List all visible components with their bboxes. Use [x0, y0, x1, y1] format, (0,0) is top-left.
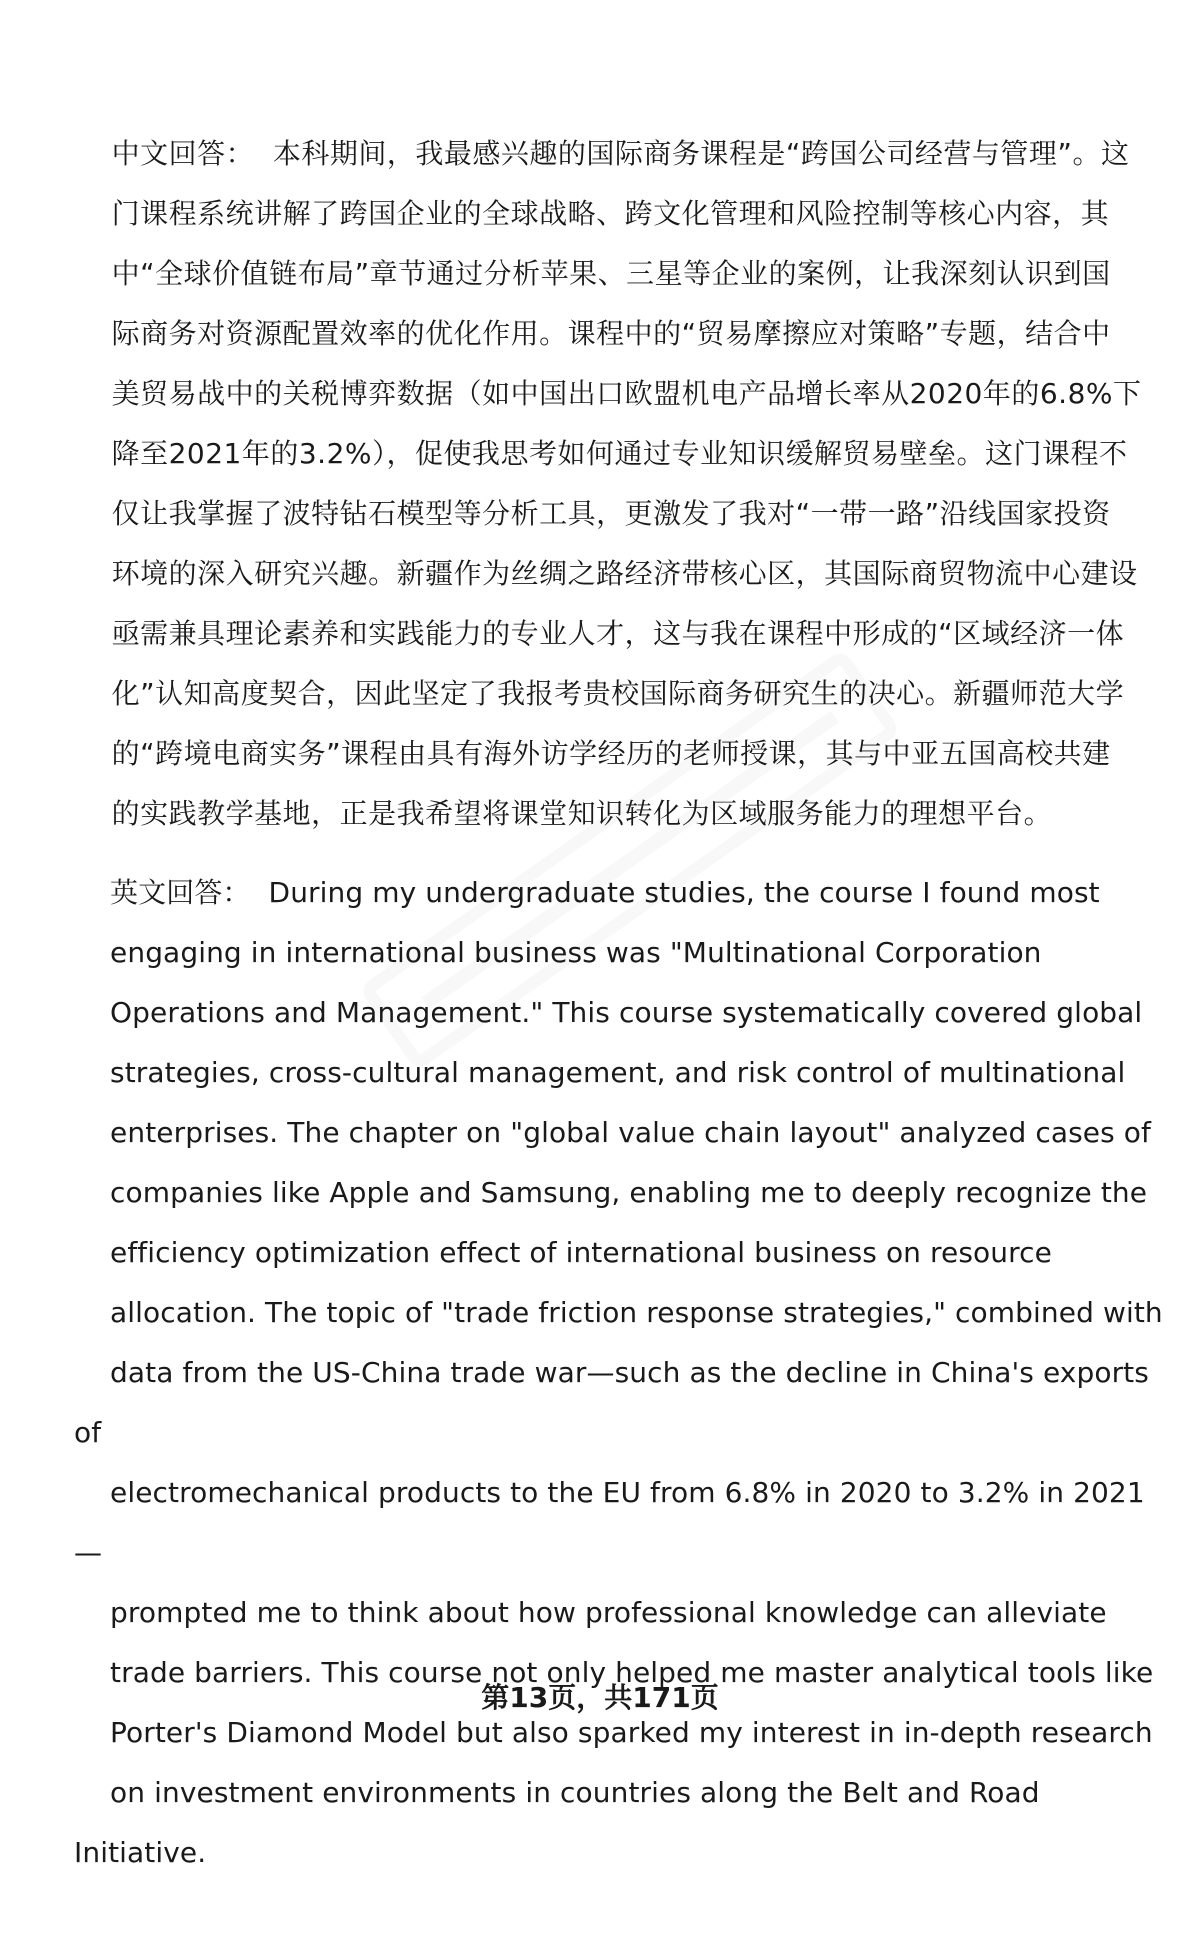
english-answer-label: 英文回答： [110, 876, 251, 909]
english-answer-line-3: Operations and Management." This course systematically covered global [110, 996, 1143, 1029]
english-answer-line-14: on investment environments in countries along the Belt and Road Initiative. [74, 1776, 1049, 1869]
english-answer-line-4: strategies, cross-cultural management, and risk control of multinational [110, 1056, 1126, 1089]
page-number-footer: 第13页，共171页 [481, 1681, 719, 1714]
english-answer-line-13: Porter's Diamond Model but also sparked my interest in in-depth research [110, 1716, 1153, 1749]
english-answer-line-8: allocation. The topic of "trade friction response strategies," combined with [110, 1296, 1163, 1329]
chinese-answer-line-9: 亟需兼具理论素养和实践能力的专业人才，这与我在课程中形成的“区域经济一体 [111, 617, 1125, 650]
chinese-answer-line-7: 仅让我掌握了波特钻石模型等分析工具，更激发了我对“一带一路”沿线国家投资 [111, 497, 1111, 530]
chinese-answer-line-3: 中“全球价值链布局”章节通过分析苹果、三星等企业的案例，让我深刻认识到国 [111, 257, 1111, 290]
chinese-answer-label: 中文回答： [111, 137, 255, 170]
chinese-answer-line-12: 的实践教学基地，正是我希望将课堂知识转化为区域服务能力的理想平台。 [111, 797, 1053, 830]
chinese-answer-line-6: 降至2021年的3.2%），促使我思考如何通过专业知识缓解贸易壁垒。这门课程不 [111, 437, 1128, 470]
english-answer-line-7: efficiency optimization effect of international business on resource [110, 1236, 1052, 1269]
chinese-answer-line-2: 门课程系统讲解了跨国企业的全球战略、跨文化管理和风险控制等核心内容，其 [111, 197, 1110, 230]
chinese-answer-line-11: 的“跨境电商实务”课程由具有海外访学经历的老师授课，其与中亚五国高校共建 [111, 737, 1111, 770]
chinese-answer-line-10: 化”认知高度契合，因此坚定了我报考贵校国际商务研究生的决心。新疆师范大学 [111, 677, 1125, 710]
chinese-answer-block [74, 64, 1164, 904]
chinese-answer-line-8: 环境的深入研究兴趣。新疆作为丝绸之路经济带核心区，其国际商贸物流中心建设 [111, 557, 1138, 590]
english-answer-line-6: companies like Apple and Samsung, enabling me to deeply recognize the [110, 1176, 1148, 1209]
chinese-answer-line-4: 际商务对资源配置效率的优化作用。课程中的“贸易摩擦应对策略”专题，结合中 [111, 317, 1111, 350]
chinese-answer-line-1: 本科期间，我最感兴趣的国际商务课程是“跨国公司经营与管理”。这 [254, 137, 1130, 170]
english-answer-line-2: engaging in international business was "Multinational Corporation [110, 936, 1042, 969]
chinese-answer-line-5: 美贸易战中的关税博弈数据（如中国出口欧盟机电产品增长率从2020年的6.8%下 [111, 377, 1142, 410]
english-answer-line-10: electromechanical products to the EU from 6.8% in 2020 to 3.2% in 2021— [74, 1476, 1145, 1569]
english-answer-line-9: data from the US-China trade war—such as the decline in China's exports of [74, 1356, 1158, 1449]
english-answer-line-12: trade barriers. This course not only helped me master analytical tools like [110, 1656, 1154, 1689]
english-answer-line-1: During my undergraduate studies, the course I found most [250, 876, 1100, 909]
english-answer-line-5: enterprises. The chapter on "global value chain layout" analyzed cases of [110, 1116, 1151, 1149]
english-answer-block [74, 803, 1164, 1943]
english-answer-line-11: prompted me to think about how professional knowledge can alleviate [110, 1596, 1107, 1629]
